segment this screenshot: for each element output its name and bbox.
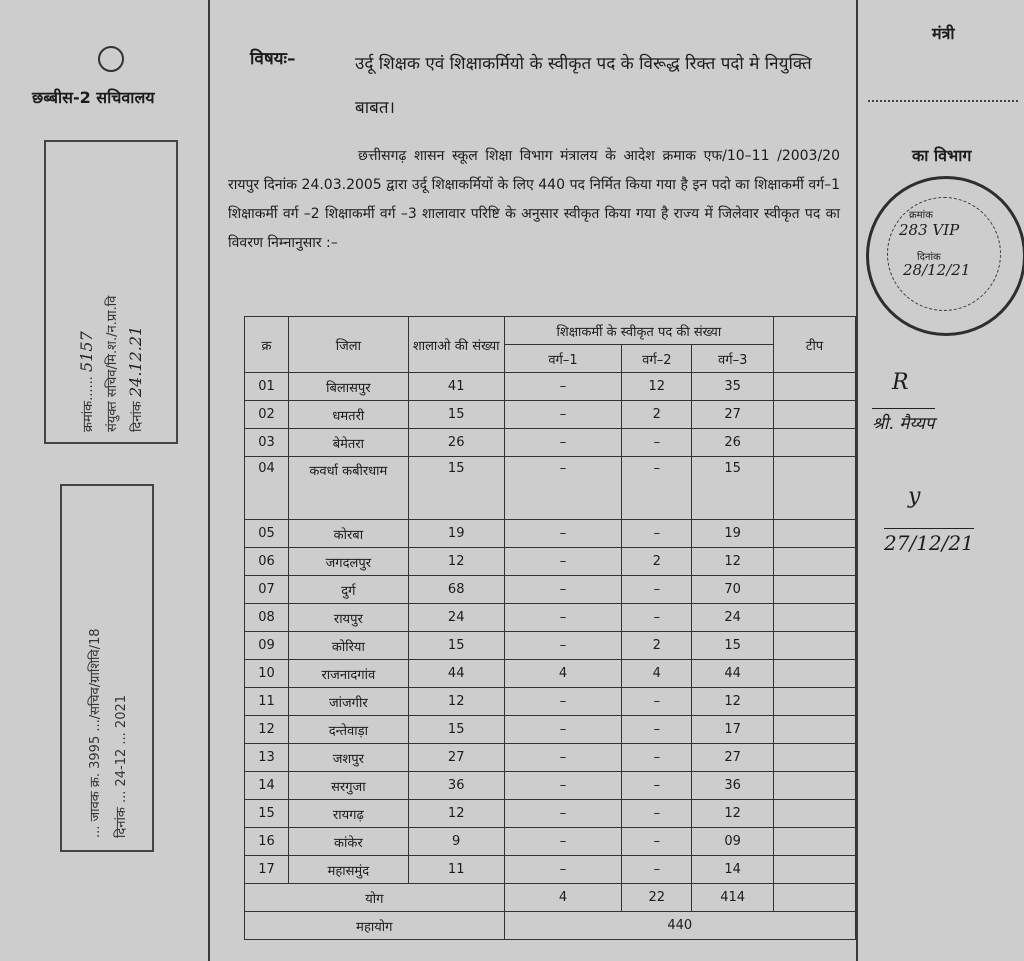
total-varg-3: 414 [692,884,774,912]
cell-varg-2: – [622,457,692,520]
cell-varg-1: 4 [504,660,622,688]
cell-varg-1: – [504,800,622,828]
cell-schools: 15 [408,716,504,744]
cell-schools: 36 [408,772,504,800]
cell-schools: 26 [408,429,504,457]
cell-varg-3: 26 [692,429,774,457]
cell-varg-2: – [622,716,692,744]
cell-varg-2: 4 [622,660,692,688]
right-margin-rule [856,0,858,961]
table-body [245,373,856,940]
cell-varg-1: – [504,401,622,429]
left-margin-rule [208,0,210,961]
cell-sno: 01 [245,373,289,401]
cell-sno: 08 [245,604,289,632]
dispatch-stamp [60,484,154,852]
cell-varg-1: – [504,576,622,604]
cell-varg-3: 44 [692,660,774,688]
inward-register-stamp [44,140,178,444]
cell-remarks [774,828,856,856]
cell-sno: 12 [245,716,289,744]
minister-heading: मंत्री [932,24,955,43]
cell-sno: 02 [245,401,289,429]
cell-schools: 15 [408,632,504,660]
cell-schools: 9 [408,828,504,856]
cell-sno: 16 [245,828,289,856]
cell-sno: 03 [245,429,289,457]
cell-varg-3: 09 [692,828,774,856]
cell-district: राजनादगांव [288,660,408,688]
cell-varg-2: – [622,744,692,772]
handwritten-name: श्री. मैय्यप [872,408,935,434]
grand-total-value: 440 [504,912,855,940]
cell-remarks [774,660,856,688]
cell-varg-3: 19 [692,520,774,548]
cell-district: दन्तेवाड़ा [288,716,408,744]
cell-varg-2: – [622,520,692,548]
cell-varg-2: – [622,604,692,632]
table-row [245,401,856,429]
cell-sno: 10 [245,660,289,688]
header-sno: क्र [245,317,289,373]
seal-number-label: क्रमांक [909,210,933,221]
table-row [245,772,856,800]
cell-sno: 09 [245,632,289,660]
handwritten-mark: y [908,484,921,509]
cell-remarks [774,429,856,457]
header-district: जिला [288,317,408,373]
stamp-number-label: क्रमांक...... [81,376,96,432]
cell-varg-1: – [504,716,622,744]
cell-varg-1: – [504,632,622,660]
cell-varg-3: 35 [692,373,774,401]
cell-varg-2: – [622,856,692,884]
stamp-date-label: दिनांक [130,401,145,432]
handwritten-initial: R [892,370,909,395]
cell-remarks [774,401,856,429]
seal-date-label: दिनांक [917,252,941,263]
cell-varg-1: – [504,429,622,457]
header-schools: शालाओ की संख्या [408,317,504,373]
cell-district: कांकेर [288,828,408,856]
cell-district: सरगुजा [288,772,408,800]
cell-varg-3: 27 [692,744,774,772]
total-varg-2: 22 [622,884,692,912]
handwritten-date: 27/12/21 [884,528,974,555]
cell-district: जांजगीर [288,688,408,716]
dispatch-number: ... जावक क्र. 3995 .../सचिव/ग्राशिवि/18 [88,628,103,838]
header-varg-2: वर्ग–2 [622,345,692,373]
cell-sno: 11 [245,688,289,716]
cell-district: महासमुंद [288,856,408,884]
cell-varg-2: – [622,772,692,800]
district-posts-table [244,316,856,940]
cell-district: बिलासपुर [288,373,408,401]
cell-remarks [774,604,856,632]
stamp-office: संयुक्त सचिव/मि.श./न.प्रा.वि [105,295,120,432]
cell-remarks [774,632,856,660]
cell-schools: 15 [408,401,504,429]
grand-total-row [245,912,856,940]
cell-remarks [774,548,856,576]
cell-district: धमतरी [288,401,408,429]
dispatch-date: दिनांक ... 24-12 ... 2021 [114,694,129,838]
total-varg-1: 4 [504,884,622,912]
dotted-line [868,100,1018,102]
total-remarks [774,884,856,912]
table-row [245,744,856,772]
cell-varg-3: 24 [692,604,774,632]
cell-district: कवर्धा कबीरधाम [288,457,408,520]
cell-remarks [774,716,856,744]
secretariat-heading: छब्बीस-2 सचिवालय [32,88,155,107]
cell-varg-3: 36 [692,772,774,800]
table-row [245,716,856,744]
table-row [245,800,856,828]
cell-varg-3: 12 [692,548,774,576]
cell-schools: 68 [408,576,504,604]
cell-varg-1: – [504,856,622,884]
cell-varg-2: – [622,688,692,716]
total-row [245,884,856,912]
cell-remarks [774,800,856,828]
table-row [245,632,856,660]
table-row [245,576,856,604]
cell-district: रायगढ़ [288,800,408,828]
cell-sno: 17 [245,856,289,884]
cell-schools: 12 [408,800,504,828]
cell-varg-3: 12 [692,688,774,716]
grand-total-label: महायोग [245,912,505,940]
cell-schools: 19 [408,520,504,548]
cell-sno: 04 [245,457,289,520]
cell-varg-2: 2 [622,548,692,576]
header-varg-1: वर्ग–1 [504,345,622,373]
cell-varg-1: – [504,772,622,800]
cell-remarks [774,373,856,401]
cell-varg-3: 15 [692,457,774,520]
cell-varg-2: 2 [622,401,692,429]
table-row [245,660,856,688]
header-posts-group: शिक्षाकर्मी के स्वीकृत पद की संख्या [504,317,773,345]
cell-schools: 24 [408,604,504,632]
cell-schools: 12 [408,688,504,716]
punch-hole [98,46,124,72]
cell-varg-2: – [622,576,692,604]
cell-sno: 05 [245,520,289,548]
cell-varg-1: – [504,548,622,576]
table-row [245,604,856,632]
cell-varg-1: – [504,373,622,401]
table-row [245,429,856,457]
cell-varg-2: 12 [622,373,692,401]
cell-district: दुर्ग [288,576,408,604]
cell-schools: 41 [408,373,504,401]
stamp-number: 5157 [77,331,96,372]
cell-schools: 15 [408,457,504,520]
table-row [245,856,856,884]
cell-schools: 11 [408,856,504,884]
cell-varg-2: – [622,800,692,828]
cell-remarks [774,688,856,716]
cell-varg-1: – [504,744,622,772]
cell-varg-2: – [622,429,692,457]
office-receipt-seal [866,176,1024,336]
cell-district: बेमेतरा [288,429,408,457]
cell-sno: 07 [245,576,289,604]
cell-varg-2: 2 [622,632,692,660]
cell-district: रायपुर [288,604,408,632]
cell-schools: 27 [408,744,504,772]
cell-varg-1: – [504,457,622,520]
cell-varg-1: – [504,828,622,856]
body-paragraph: छत्तीसगढ़ शासन स्कूल शिक्षा विभाग मंत्रालय के आदेश क्रमाक एफ/10–11 /2003/20 रायपुर दिनांक 24.03.2005 द्वारा उर्दू शिक्षाकर्मियों के लिए 440 पद निर्मित किया गया है इन पदो का शिक्षाकर्मी वर्ग–1 शिक्षाकर्मी वर्ग –2 शिक्षाकर्मी वर्ग –3 शालावार परिष्टि के अनुसार स्वीकृत किया गया है राज्य में जिलेवार स्वीकृत पद का विवरण निम्नानुसार :– [228,148,840,251]
subject-text: उर्दू शिक्षक एवं शिक्षाकर्मियो के स्वीकृत पद के विरूद्ध रिक्त पदो मे नियुक्ति बाबत। [355,54,812,118]
table-row [245,548,856,576]
table-row [245,373,856,401]
seal-date: 28/12/21 [903,261,971,279]
cell-sno: 13 [245,744,289,772]
cell-remarks [774,520,856,548]
cell-sno: 14 [245,772,289,800]
cell-district: कोरिया [288,632,408,660]
cell-varg-2: – [622,828,692,856]
cell-schools: 12 [408,548,504,576]
table-row [245,688,856,716]
cell-sno: 06 [245,548,289,576]
cell-remarks [774,856,856,884]
cell-varg-3: 14 [692,856,774,884]
cell-district: जशपुर [288,744,408,772]
cell-varg-1: – [504,520,622,548]
cell-sno: 15 [245,800,289,828]
table-row [245,520,856,548]
cell-varg-3: 17 [692,716,774,744]
table-row [245,828,856,856]
cell-district: कोरबा [288,520,408,548]
cell-remarks [774,457,856,520]
department-label: का विभाग [912,146,972,165]
cell-varg-3: 15 [692,632,774,660]
cell-district: जगदलपुर [288,548,408,576]
cell-schools: 44 [408,660,504,688]
subject-label: विषयः– [250,49,296,69]
cell-varg-3: 12 [692,800,774,828]
table-row [245,457,856,520]
cell-varg-1: – [504,688,622,716]
cell-varg-3: 70 [692,576,774,604]
cell-remarks [774,772,856,800]
cell-varg-1: – [504,604,622,632]
seal-number: 283 VIP [899,221,960,239]
header-varg-3: वर्ग–3 [692,345,774,373]
header-remarks: टीप [774,317,856,373]
cell-varg-3: 27 [692,401,774,429]
stamp-date: 24.12.21 [126,325,145,398]
cell-remarks [774,576,856,604]
cell-remarks [774,744,856,772]
total-label: योग [245,884,505,912]
